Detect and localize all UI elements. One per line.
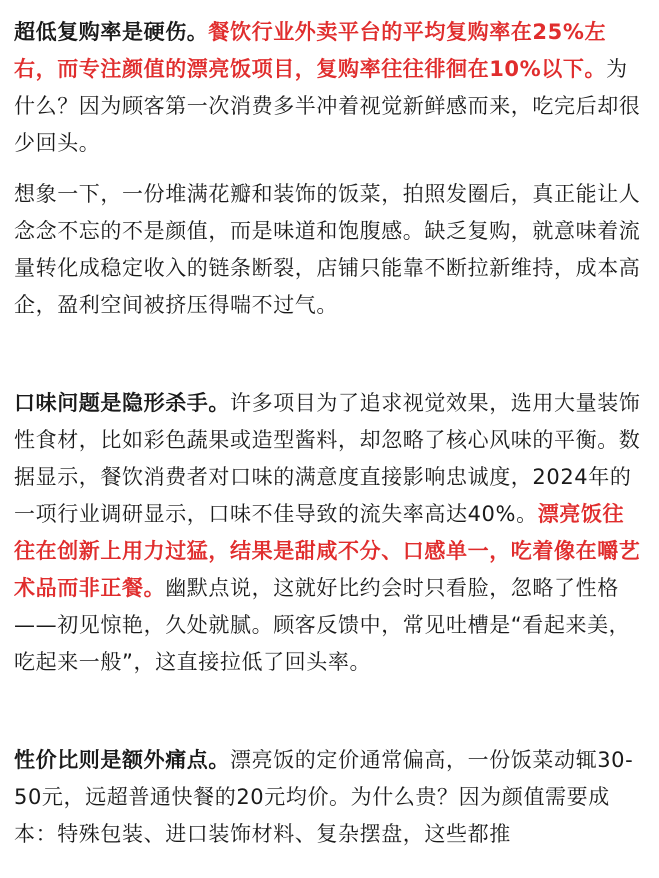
section-heading: 口味问题是隐形杀手。 [14, 391, 230, 415]
paragraph-repurchase [14, 14, 645, 162]
body-text: 漂亮饭的定价通常偏高，一份饭菜动辄30-50元，远超普通快餐的20元均价。为什么贵？因为颜值需要成本：特殊包装、进口装饰材料、复杂摆盘，这些都推 [14, 748, 634, 846]
body-text: 许多项目为了追求视觉效果，选用大量装饰性食材，比如彩色蔬果或造型酱料，却忽略了核心风味的平衡。数据显示，餐饮消费者对口味的满意度直接影响忠诚度，2024年的一项行业调研显示，口味不佳导致的流失率高达40%。 [14, 391, 641, 526]
body-text: 为什么？因为顾客第一次消费多半冲着视觉新鲜感而来，吃完后却很少回头。 [14, 57, 641, 155]
highlight-text: 漂亮饭往往在创新上用力过猛，结果是甜咸不分、口感单一，吃着像在嚼艺术品而非正餐。 [14, 502, 641, 600]
paragraph-price [14, 742, 645, 853]
section-heading: 性价比则是额外痛点。 [14, 748, 230, 772]
section-gap [14, 681, 645, 742]
section-heading: 超低复购率是硬伤。 [14, 20, 209, 44]
section-gap [14, 324, 645, 385]
body-text: 幽默点说，这就好比约会时只看脸，忽略了性格——初见惊艳，久处就腻。顾客反馈中，常见吐槽是“看起来美，吃起来一般”，这直接拉低了回头率。 [14, 576, 631, 674]
paragraph-taste [14, 385, 645, 681]
highlight-text: 餐饮行业外卖平台的平均复购率在25%左右，而专注颜值的漂亮饭项目，复购率往往徘徊在10%以下。 [14, 20, 607, 81]
paragraph-imagine: 想象一下，一份堆满花瓣和装饰的饭菜，拍照发圈后，真正能让人念念不忘的不是颜值，而是味道和饱腹感。缺乏复购，就意味着流量转化成稳定收入的链条断裂，店铺只能靠不断拉新维持，成本高企，盈利空间被挤压得喘不过气。 [14, 182, 641, 317]
paragraph-gap [14, 162, 645, 176]
